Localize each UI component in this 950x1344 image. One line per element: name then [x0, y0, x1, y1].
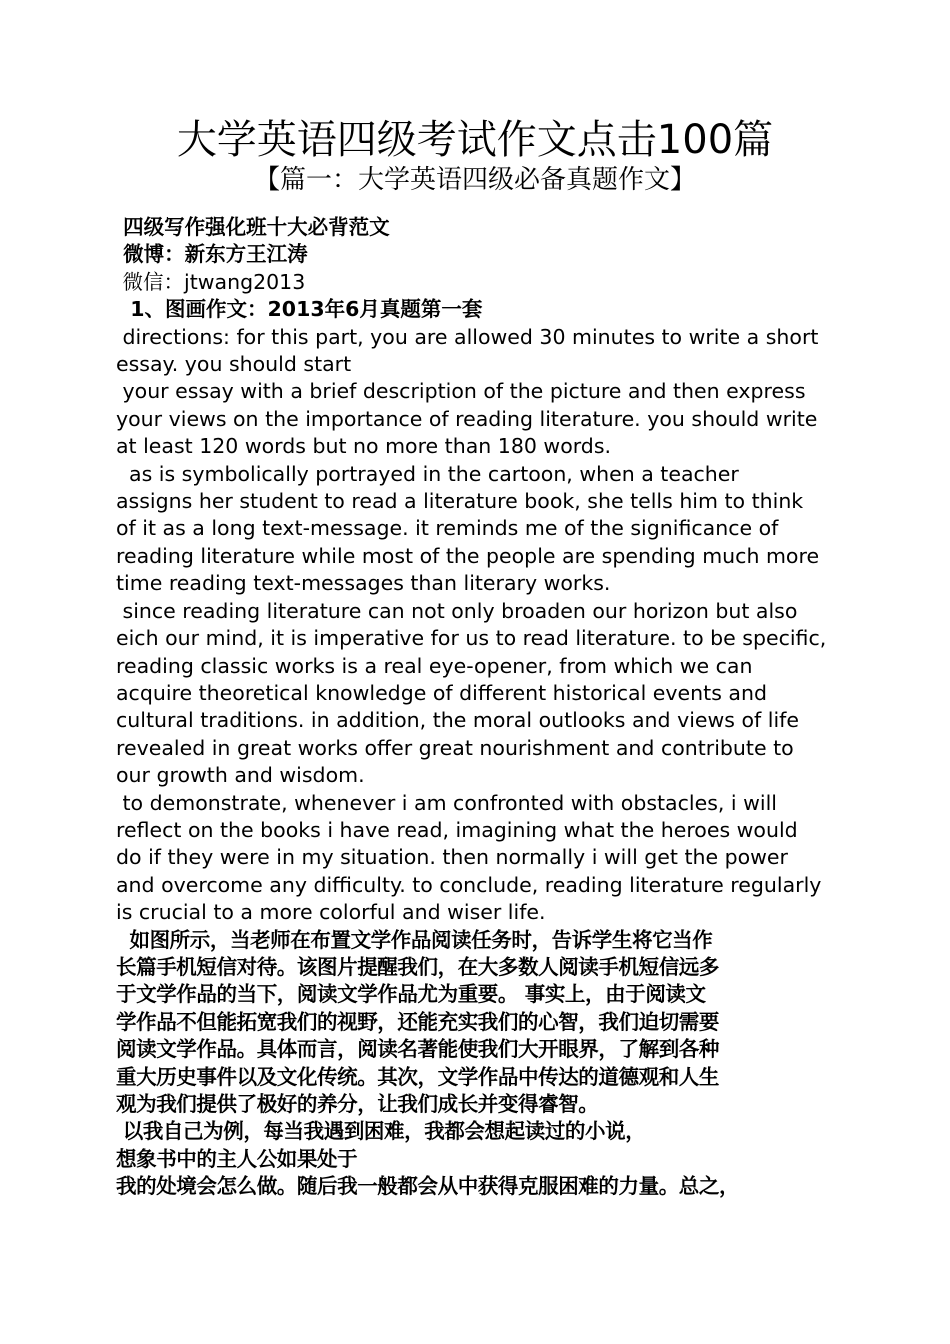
english-line: essay. you should start: [116, 352, 352, 377]
chinese-line: 于文学作品的当下，阅读文学作品尤为重要。 事实上，由于阅读文: [116, 982, 706, 1007]
english-line: assigns her student to read a literature book, she tells him to think: [116, 489, 804, 514]
document-body: [116, 214, 840, 1201]
english-line: reflect on the books i have read, imagining what the heroes would: [116, 817, 798, 842]
english-line: do if they were in my situation. then normally i will get the power: [116, 845, 788, 870]
chinese-line: 重大历史事件以及文化传统。其次，文学作品中传达的道德观和人生: [116, 1064, 719, 1089]
english-line: our growth and wisdom.: [116, 763, 365, 788]
chinese-line: 学作品不但能拓宽我们的视野，还能充实我们的心智，我们迫切需要: [116, 1009, 719, 1034]
english-line: cultural traditions. in addition, the moral outlooks and views of life: [116, 708, 799, 733]
english-line: acquire theoretical knowledge of different historical events and: [116, 680, 767, 705]
chinese-line: 观为我们提供了极好的养分，让我们成长并变得睿智。: [116, 1092, 599, 1116]
english-line: directions: for this part, you are allowed 30 minutes to write a short: [116, 324, 819, 349]
english-line: of it as a long text-message. it reminds me of the significance of: [116, 516, 779, 541]
document-title: 大学英语四级考试作文点击100篇: [176, 117, 774, 163]
header-line: 四级写作强化班十大必背范文: [116, 215, 390, 239]
header-line: 微信：jtwang2013: [116, 269, 306, 294]
english-line: and overcome any difficulty. to conclude, reading literature regularly: [116, 872, 822, 897]
chinese-line: 如图所示，当老师在布置文学作品阅读任务时，告诉学生将它当作: [116, 927, 713, 952]
english-line: your views on the importance of reading literature. you should write: [116, 406, 818, 431]
chinese-line: 我的处境会怎么做。随后我一般都会从中获得克服困难的力量。总之，: [116, 1174, 740, 1199]
header-line: 微博：新东方王江涛: [116, 242, 308, 267]
english-line: eich our mind, it is imperative for us to read literature. to be specific,: [116, 626, 827, 651]
english-line: at least 120 words but no more than 180 words.: [116, 434, 612, 459]
english-line: since reading literature can not only broaden our horizon but also: [116, 598, 798, 623]
chinese-line: 以我自己为例，每当我遇到困难，我都会想起读过的小说，: [116, 1119, 646, 1144]
english-line: reading classic works is a real eye-opener, from which we can: [116, 653, 753, 678]
english-line: as is symbolically portrayed in the cartoon, when a teacher: [116, 461, 739, 486]
header-line: 1、图画作文：2013年6月真题第一套: [116, 297, 483, 322]
chinese-line: 想象书中的主人公如果处于: [116, 1146, 358, 1171]
english-line: is crucial to a more colorful and wiser life.: [116, 900, 546, 925]
english-line: your essay with a brief description of the picture and then express: [116, 379, 806, 404]
english-line: time reading text-messages than literary works.: [116, 571, 611, 596]
chinese-line: 阅读文学作品。具体而言，阅读名著能使我们大开眼界，了解到各种: [116, 1037, 719, 1062]
english-line: to demonstrate, whenever i am confronted with obstacles, i will: [116, 790, 777, 815]
chinese-line: 长篇手机短信对待。该图片提醒我们，在大多数人阅读手机短信远多: [116, 954, 719, 979]
english-line: revealed in great works offer great nourishment and contribute to: [116, 735, 794, 760]
document-subtitle: 【篇一：大学英语四级必备真题作文】: [253, 165, 696, 195]
english-line: reading literature while most of the people are spending much more: [116, 543, 820, 568]
